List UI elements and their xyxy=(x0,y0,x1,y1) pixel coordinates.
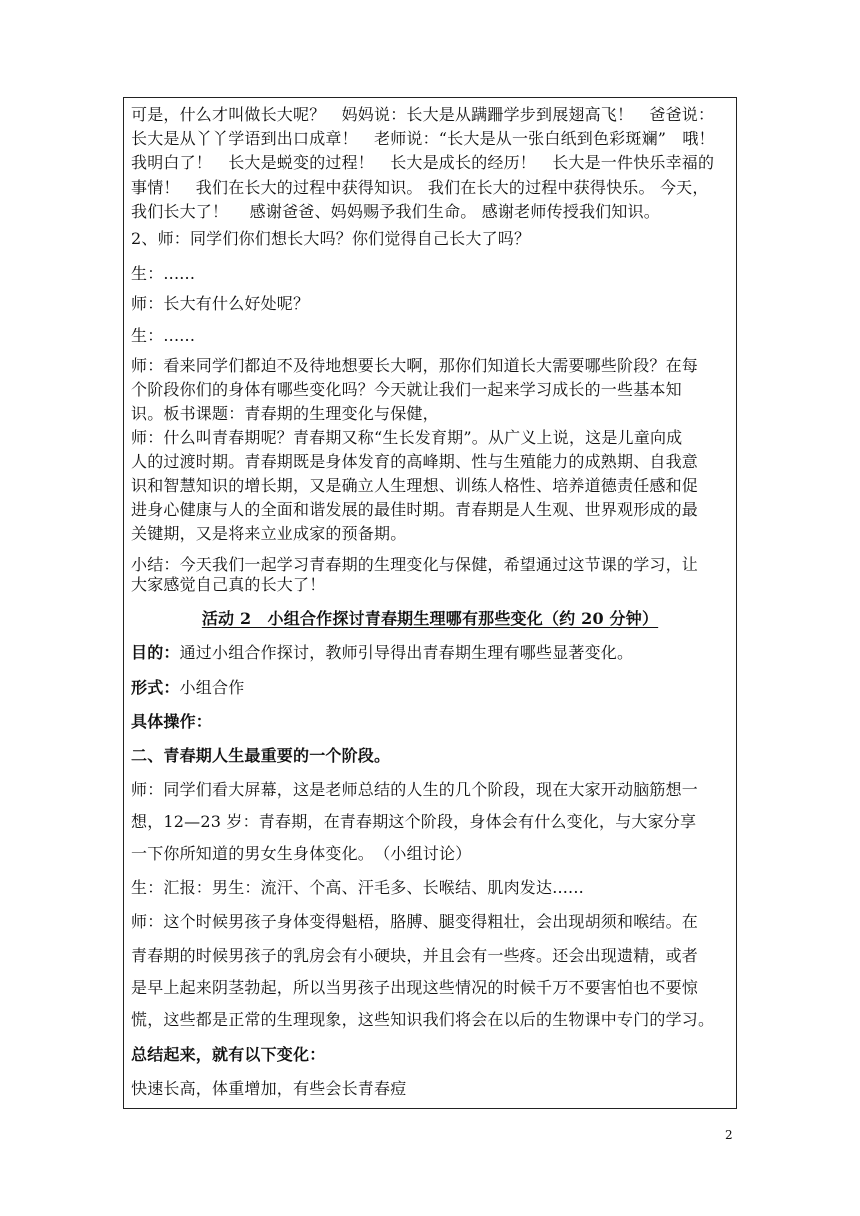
form-line xyxy=(131,676,737,700)
purpose-label: 目的： xyxy=(131,643,180,662)
text-line: 想，12—23 岁：青春期，在青春期这个阶段，身体会有什么变化，与大家分享 xyxy=(131,812,697,831)
text-line: 青春期的时候男孩子的乳房会有小硬块，并且会有一些疼。还会出现遗精，或者 xyxy=(131,946,699,965)
text-line: 我明白了！ 长大是蜕变的过程！ 长大是成长的经历！ 长大是一件快乐幸福的 xyxy=(131,153,715,172)
text-line: 一下你所知道的男女生身体变化。 （小组讨论） xyxy=(131,844,472,863)
text-line: 师：同学们看大屏幕，这是老师总结的人生的几个阶段，现在大家开动脑筋想一 xyxy=(131,780,699,799)
text-line: 个阶段你们的身体有哪些变化吗？今天就让我们一起来学习成长的一些基本知 xyxy=(131,380,682,399)
form-text: 小组合作 xyxy=(179,678,245,697)
purpose-line xyxy=(131,641,737,665)
text-line: 师：长大有什么好处呢？ xyxy=(131,294,310,313)
text-line: 生：汇报：男生：流汗、个高、汗毛多、长喉结、肌肉发达...... xyxy=(131,878,584,897)
purpose-text: 通过小组合作探讨，教师引导得出青春期生理有哪些显著变化。 xyxy=(179,643,634,662)
text-line: 识。板书课题：青春期的生理变化与保健， xyxy=(131,404,439,423)
text-line: 长大是从丫丫学语到出口成章！ 老师说：“长大是从一张白纸到色彩斑斓” 哦！ xyxy=(131,129,715,148)
text-line: 识和智慧知识的增长期，又是确立人生理想、训练人格性、培养道德责任感和促 xyxy=(131,476,699,495)
text-line: 人的过渡时期。青春期既是身体发育的高峰期、性与生殖能力的成熟期、自我意 xyxy=(131,452,699,471)
text-line: 生：...... xyxy=(131,326,196,345)
text-line: 事情！ 我们在长大的过程中获得知识。 我们在长大的过程中获得快乐。 今天， xyxy=(131,178,709,197)
text-line: 进身心健康与人的全面和谐发展的最佳时期。青春期是人生观、世界观形成的最 xyxy=(131,500,699,519)
operation-label: 具体操作： xyxy=(131,712,213,731)
page-number: 2 xyxy=(725,1128,733,1142)
activity-heading: 活动 2 小组合作探讨青春期生理哪有那些变化（约 20 分钟） xyxy=(201,609,659,628)
text-line: 快速长高，体重增加，有些会长青春痘 xyxy=(131,1079,407,1098)
text-line: 小结：今天我们一起学习青春期的生理变化与保健，希望通过这节课的学习，让 xyxy=(131,555,699,574)
text-line: 是早上起来阴茎勃起，所以当男孩子出现这些情况的时候千万不要害怕也不要惊 xyxy=(131,978,699,997)
text-line: 大家感觉自己真的长大了！ xyxy=(131,575,326,594)
text-line: 师：看来同学们都迫不及待地想要长大啊，那你们知道长大需要哪些阶段？在每 xyxy=(131,356,699,375)
text-line: 师：这个时候男孩子身体变得魁梧，胳膊、腿变得粗壮，会出现胡须和喉结。在 xyxy=(131,912,699,931)
text-line: 生：...... xyxy=(131,264,196,283)
text-line: 师：什么叫青春期呢？青春期又称“生长发育期”。从广义上说，这是儿童向成 xyxy=(131,428,683,447)
text-line: 可是，什么才叫做长大呢？ 妈妈说：长大是从蹒跚学步到展翅高飞！ 爸爸说： xyxy=(131,105,715,124)
summary-heading: 总结起来，就有以下变化： xyxy=(131,1045,326,1064)
form-label: 形式： xyxy=(131,678,180,697)
section-heading: 二、青春期人生最重要的一个阶段。 xyxy=(131,746,391,765)
text-line: 慌，这些都是正常的生理现象，这些知识我们将会在以后的生物课中专门的学习。 xyxy=(131,1010,715,1029)
text-line: 我们长大了！ 感谢爸爸、妈妈赐予我们生命。 感谢老师传授我们知识。 xyxy=(131,202,660,221)
text-line: 关键期，又是将来立业成家的预备期。 xyxy=(131,524,407,543)
text-line: 2、师：同学们你们想长大吗？你们觉得自己长大了吗？ xyxy=(131,229,531,248)
